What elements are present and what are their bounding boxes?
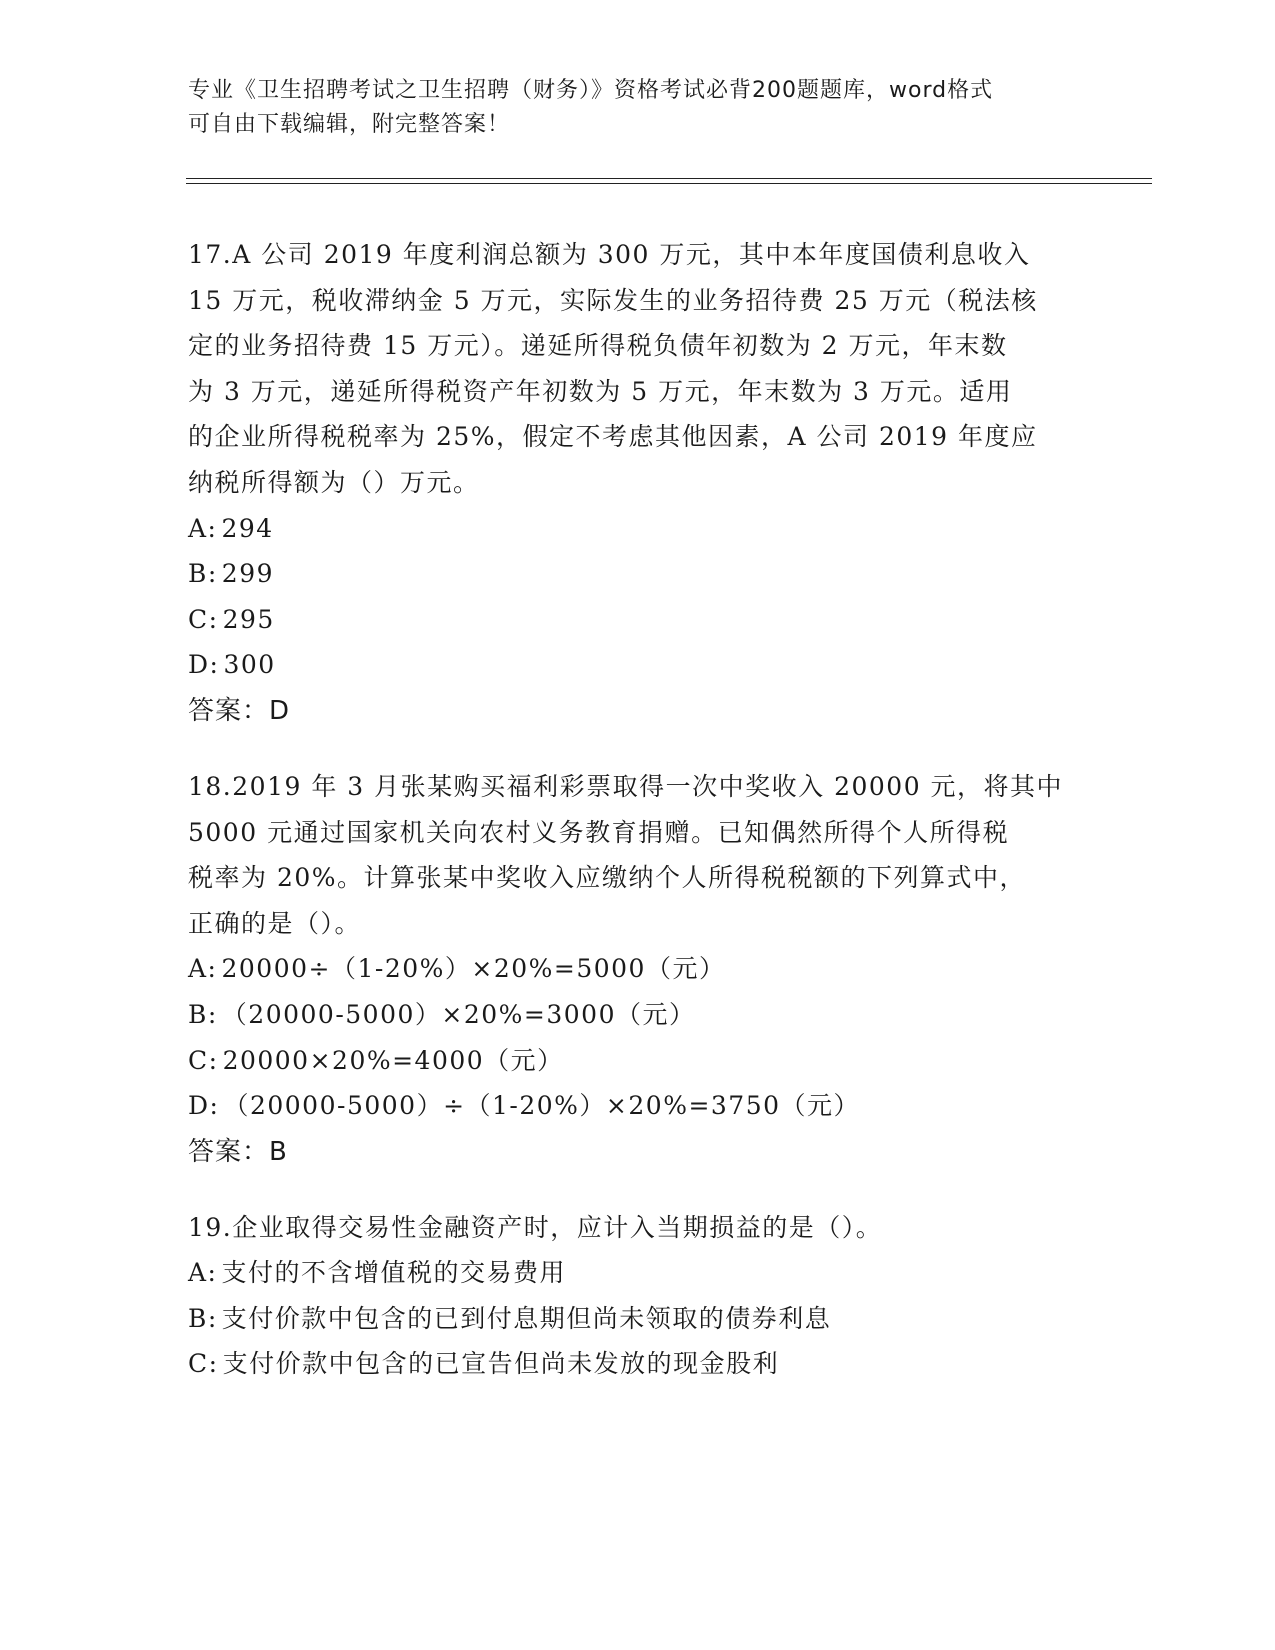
question-stem xyxy=(188,232,1088,506)
question-list xyxy=(188,232,1088,1417)
option-key: D: xyxy=(188,650,220,680)
question-stem xyxy=(188,1205,1088,1251)
question-stem-line: 纳税所得额为（）万元。 xyxy=(188,467,480,497)
question-stem xyxy=(188,764,1088,946)
answer-label: 答案：D xyxy=(188,695,291,726)
option-text: 20000×20%=4000（元） xyxy=(222,1045,564,1075)
option-a xyxy=(188,946,1088,992)
option-b xyxy=(188,551,1088,597)
document-header xyxy=(188,74,1088,142)
question-18 xyxy=(188,764,1088,1175)
option-key: A: xyxy=(188,954,218,984)
option-text: 299 xyxy=(221,559,275,589)
option-a xyxy=(188,506,1088,552)
option-text: （20000-5000）÷（1-20%）×20%=3750（元） xyxy=(223,1091,861,1121)
option-key: A: xyxy=(188,513,218,543)
question-stem-line: 定的业务招待费 15 万元）。递延所得税负债年初数为 2 万元，年末数 xyxy=(188,331,1008,361)
option-key: A: xyxy=(188,1258,218,1288)
option-text: 支付价款中包含的已宣告但尚未发放的现金股利 xyxy=(222,1349,780,1379)
option-text: 295 xyxy=(222,604,275,634)
option-text: 支付的不含增值税的交易费用 xyxy=(221,1258,566,1288)
question-stem-line: 15 万元，税收滞纳金 5 万元，实际发生的业务招待费 25 万元（税法核 xyxy=(188,285,1038,315)
question-17 xyxy=(188,232,1088,734)
question-stem-line: 18.2019 年 3 月张某购买福利彩票取得一次中奖收入 20000 元，将其中 xyxy=(188,771,1064,801)
option-key: D: xyxy=(188,1091,220,1121)
question-stem-line: 正确的是（）。 xyxy=(188,908,362,938)
answer-label: 答案：B xyxy=(188,1136,288,1167)
option-c xyxy=(188,597,1088,643)
option-d xyxy=(188,1083,1088,1129)
question-stem-line: 5000 元通过国家机关向农村义务教育捐赠。已知偶然所得个人所得税 xyxy=(188,817,1010,847)
question-stem-line: 的企业所得税税率为 25%，假定不考虑其他因素，A 公司 2019 年度应 xyxy=(188,422,1038,452)
header-divider-top xyxy=(186,178,1152,179)
option-key: C: xyxy=(188,604,219,634)
header-divider-bottom xyxy=(186,183,1152,184)
question-stem-line: 17.A 公司 2019 年度利润总额为 300 万元，其中本年度国债利息收入 xyxy=(188,240,1031,269)
option-text: 支付价款中包含的已到付息期但尚未领取的债券利息 xyxy=(221,1303,832,1333)
option-text: 294 xyxy=(221,513,274,543)
option-text: 300 xyxy=(223,650,276,680)
option-text: （20000-5000）×20%=3000（元） xyxy=(221,999,696,1029)
option-c xyxy=(188,1038,1088,1084)
header-title-line-2: 可自由下载编辑，附完整答案！ xyxy=(188,112,511,137)
option-key: C: xyxy=(188,1349,219,1379)
question-stem-line: 为 3 万元，递延所得税资产年初数为 5 万元，年末数为 3 万元。适用 xyxy=(188,376,1013,406)
option-d xyxy=(188,642,1088,688)
question-stem-line: 19.企业取得交易性金融资产时，应计入当期损益的是（）。 xyxy=(188,1212,883,1242)
option-a xyxy=(188,1250,1088,1296)
option-c xyxy=(188,1341,1088,1387)
option-text: 20000÷（1-20%）×20%=5000（元） xyxy=(221,954,726,984)
question-19 xyxy=(188,1205,1088,1387)
option-b xyxy=(188,992,1088,1038)
option-key: B: xyxy=(188,1303,218,1333)
option-key: C: xyxy=(188,1045,219,1075)
option-key: B: xyxy=(188,559,218,589)
header-title-line-1: 专业《卫生招聘考试之卫生招聘（财务）》资格考试必背200题题库，word格式 xyxy=(188,78,994,103)
option-key: B: xyxy=(188,999,218,1029)
option-b xyxy=(188,1296,1088,1342)
question-stem-line: 税率为 20%。计算张某中奖收入应缴纳个人所得税税额的下列算式中， xyxy=(188,863,1027,893)
